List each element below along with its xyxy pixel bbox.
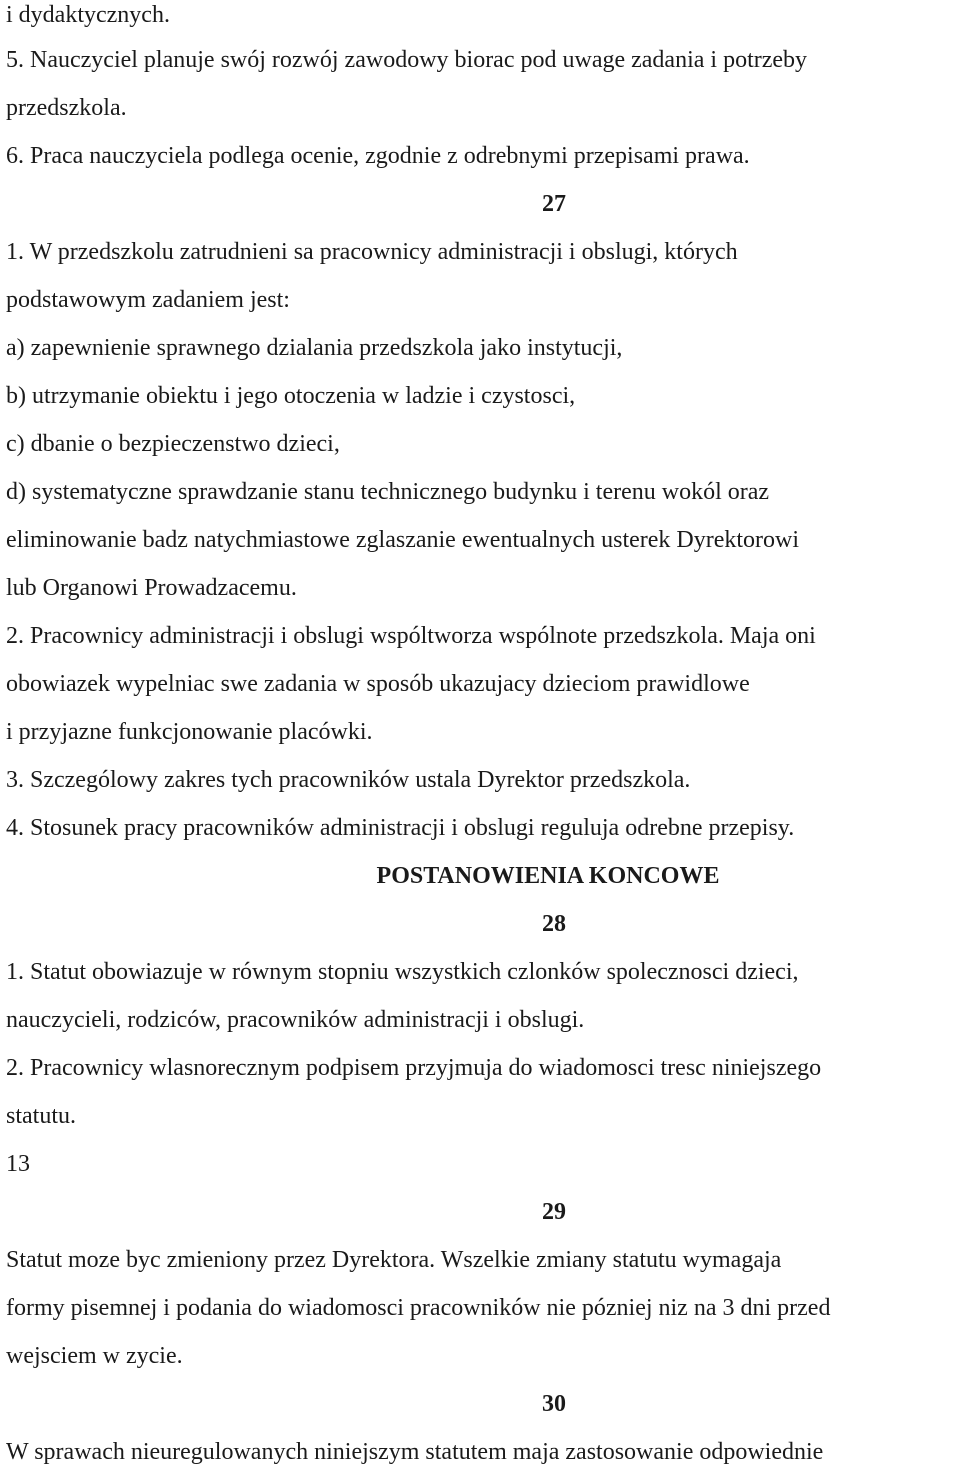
- text-line: eliminowanie badz natychmiastowe zglaszanie ewentualnych usterek Dyrektorowi: [6, 527, 800, 553]
- text-line: i przyjazne funkcjonowanie placówki.: [6, 719, 373, 745]
- text-line: 1. Statut obowiazuje w równym stopniu wszystkich czlonków spolecznosci dzieci,: [6, 959, 799, 985]
- text-line: Statut moze byc zmieniony przez Dyrektora. Wszelkie zmiany statutu wymagaja: [6, 1247, 782, 1273]
- text-line: 4. Stosunek pracy pracowników administracji i obslugi reguluja odrebne przepisy.: [6, 815, 795, 841]
- section-sign-icon: [528, 1389, 542, 1419]
- text-line: 2. Pracownicy wlasnorecznym podpisem przyjmuja do wiadomosci tresc niniejszego: [6, 1055, 822, 1081]
- text-line: 5. Nauczyciel planuje swój rozwój zawodowy biorac pod uwage zadania i potrzeby: [6, 47, 808, 73]
- section-sign-icon: [528, 1197, 542, 1227]
- text-line: W sprawach nieuregulowanych niniejszym statutem maja zastosowanie odpowiednie: [6, 1439, 824, 1465]
- section-heading: POSTANOWIENIA KONCOWE: [376, 863, 720, 889]
- text-line: a) zapewnienie sprawnego dzialania przedszkola jako instytucji,: [6, 335, 623, 361]
- text-line: 1. W przedszkolu zatrudnieni sa pracownicy administracji i obslugi, których: [6, 239, 738, 265]
- section-number-30: 30: [528, 1389, 566, 1419]
- text-line: podstawowym zadaniem jest:: [6, 287, 290, 313]
- text-line: lub Organowi Prowadzacemu.: [6, 575, 297, 601]
- text-line: c) dbanie o bezpieczenstwo dzieci,: [6, 431, 340, 457]
- section-number-27: 27: [528, 189, 566, 219]
- section-number-28: 28: [528, 909, 566, 939]
- text-line: wejsciem w zycie.: [6, 1343, 183, 1369]
- text-line: przedszkola.: [6, 95, 127, 121]
- text-line: i dydaktycznych.: [6, 2, 170, 28]
- text-line: 2. Pracownicy administracji i obslugi wspóltworza wspólnote przedszkola. Maja oni: [6, 623, 816, 649]
- text-line: nauczycieli, rodziców, pracowników administracji i obslugi.: [6, 1007, 585, 1033]
- section-sign-icon: [528, 909, 542, 939]
- page-number: 13: [6, 1151, 30, 1177]
- text-line: statutu.: [6, 1103, 76, 1129]
- text-line: obowiazek wypelniac swe zadania w sposób ukazujacy dzieciom prawidlowe: [6, 671, 750, 697]
- section-number-29: 29: [528, 1197, 566, 1227]
- section-sign-icon: [528, 189, 542, 219]
- text-line: d) systematyczne sprawdzanie stanu technicznego budynku i terenu wokól oraz: [6, 479, 770, 505]
- text-line: 3. Szczególowy zakres tych pracowników ustala Dyrektor przedszkola.: [6, 767, 691, 793]
- text-line: b) utrzymanie obiektu i jego otoczenia w ladzie i czystosci,: [6, 383, 576, 409]
- text-line: 6. Praca nauczyciela podlega ocenie, zgodnie z odrebnymi przepisami prawa.: [6, 143, 750, 169]
- text-line: formy pisemnej i podania do wiadomosci pracowników nie pózniej niz na 3 dni przed: [6, 1295, 831, 1321]
